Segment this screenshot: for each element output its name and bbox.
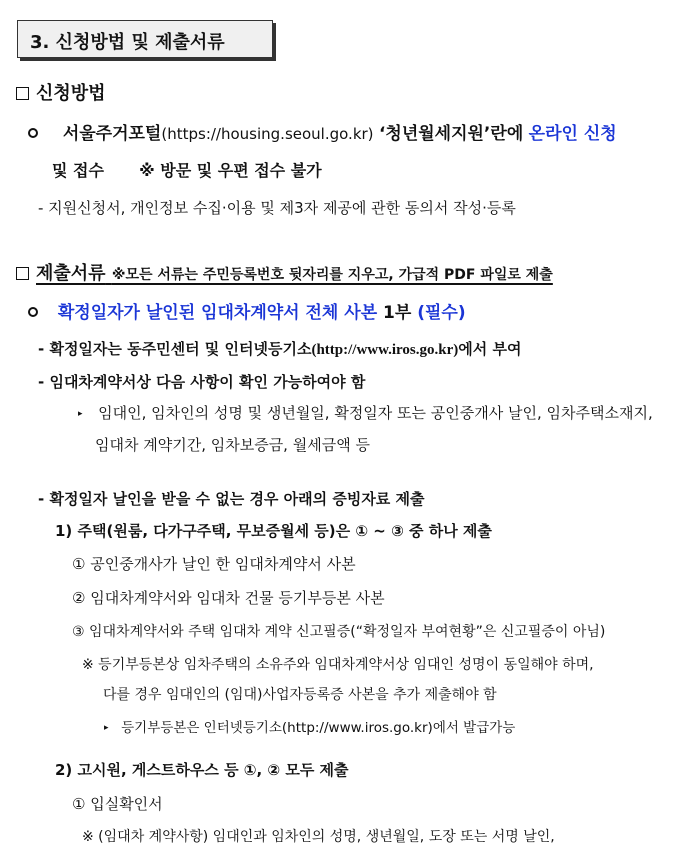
contract-bullet-text1: 임대인, 임차인의 성명 및 생년월일, 확정일자 또는 공인중개사 날인, 임차주택소재지,	[98, 404, 653, 422]
triangle-bullet-icon: ▸	[78, 409, 83, 419]
contract-sub1-suffix: 에서 부여	[458, 340, 522, 358]
iros-link[interactable]: (http://www.iros.go.kr)	[311, 342, 459, 358]
docs-heading-note: ※모든 서류는 주민등록번호 뒷자리를 지우고, 가급적 PDF 파일로 제출	[111, 267, 553, 283]
item1-title: 1) 주택(원룸, 다가구주택, 무보증월세 등)은 ① ~ ③ 중 하나 제출	[55, 522, 492, 540]
contract-bullet-line1	[78, 402, 653, 423]
online-apply-text: 온라인 신청	[528, 124, 617, 144]
item2-title: 2) 고시원, 게스트하우스 등 ①, ② 모두 제출	[55, 761, 349, 779]
method-heading-row	[16, 79, 106, 105]
item2-option1: ① 입실확인서	[72, 795, 163, 813]
section-title: 3. 신청방법 및 제출서류	[30, 32, 225, 53]
no-stamp-heading: - 확정일자 날인을 받을 수 없는 경우 아래의 증빙자료 제출	[38, 490, 425, 508]
item1-option3: ③ 임대차계약서와 주택 임대차 계약 신고필증(“확정일자 부여현황”은 신고필증이 아님)	[72, 624, 606, 640]
youth-rent-quote: ‘청년월세지원’	[378, 124, 491, 144]
circle-bullet-icon	[28, 128, 38, 138]
item1-note-line1: ※ 등기부등본상 임차주택의 소유주와 임대차계약서상 임대인 성명이 동일해야 하며,	[82, 657, 594, 673]
section-title-box	[17, 20, 273, 58]
method-heading: 신청방법	[36, 83, 106, 104]
item1-option2: ② 임대차계약서와 임대차 건물 등기부등본 사본	[72, 589, 385, 607]
contract-sub2: - 임대차계약서상 다음 사항이 확인 가능하여야 함	[38, 373, 366, 391]
housing-portal-label: 서울주거포털	[62, 124, 162, 144]
contract-sub1	[38, 338, 521, 359]
method-line1-mid: 란에	[490, 124, 524, 144]
method-line2	[52, 158, 322, 181]
housing-portal-link[interactable]: (https://housing.seoul.go.kr)	[161, 125, 374, 143]
item1-sub-bullet	[104, 716, 515, 736]
item1-option1: ① 공인중개사가 날인 한 임대차계약서 사본	[72, 555, 356, 573]
contract-sub1-prefix: - 확정일자는 동주민센터 및 인터넷등기소	[38, 340, 312, 358]
item2-note: ※ (임대차 계약사항) 임대인과 임차인의 성명, 생년월일, 도장 또는 서명 날인,	[82, 829, 555, 845]
contract-count: 1부	[383, 303, 412, 323]
square-bullet-icon	[16, 87, 29, 100]
triangle-bullet-icon: ▸	[104, 723, 109, 733]
method-line2-text: 및 접수	[52, 161, 104, 180]
method-line3: - 지원신청서, 개인정보 수집·이용 및 제3자 제공에 관한 동의서 작성·등록	[38, 199, 516, 217]
contract-bullet-line2: 임대차 계약기간, 임차보증금, 월세금액 등	[95, 436, 370, 454]
contract-title-row	[28, 298, 466, 323]
method-visit-note: ※ 방문 및 우편 접수 불가	[139, 161, 322, 180]
circle-bullet-icon	[28, 307, 38, 317]
contract-title: 확정일자가 날인된 임대차계약서 전체 사본	[57, 303, 378, 323]
contract-required: (필수)	[417, 303, 466, 323]
square-bullet-icon	[16, 267, 29, 280]
item1-note-line2: 다를 경우 임대인의 (임대)사업자등록증 사본을 추가 제출해야 함	[103, 687, 497, 703]
docs-heading: 제출서류	[36, 263, 106, 284]
item1-sub-text: 등기부등본은 인터넷등기소(http://www.iros.go.kr)에서 발급가능	[121, 720, 516, 736]
method-line1	[28, 119, 617, 144]
docs-heading-row	[16, 259, 553, 285]
